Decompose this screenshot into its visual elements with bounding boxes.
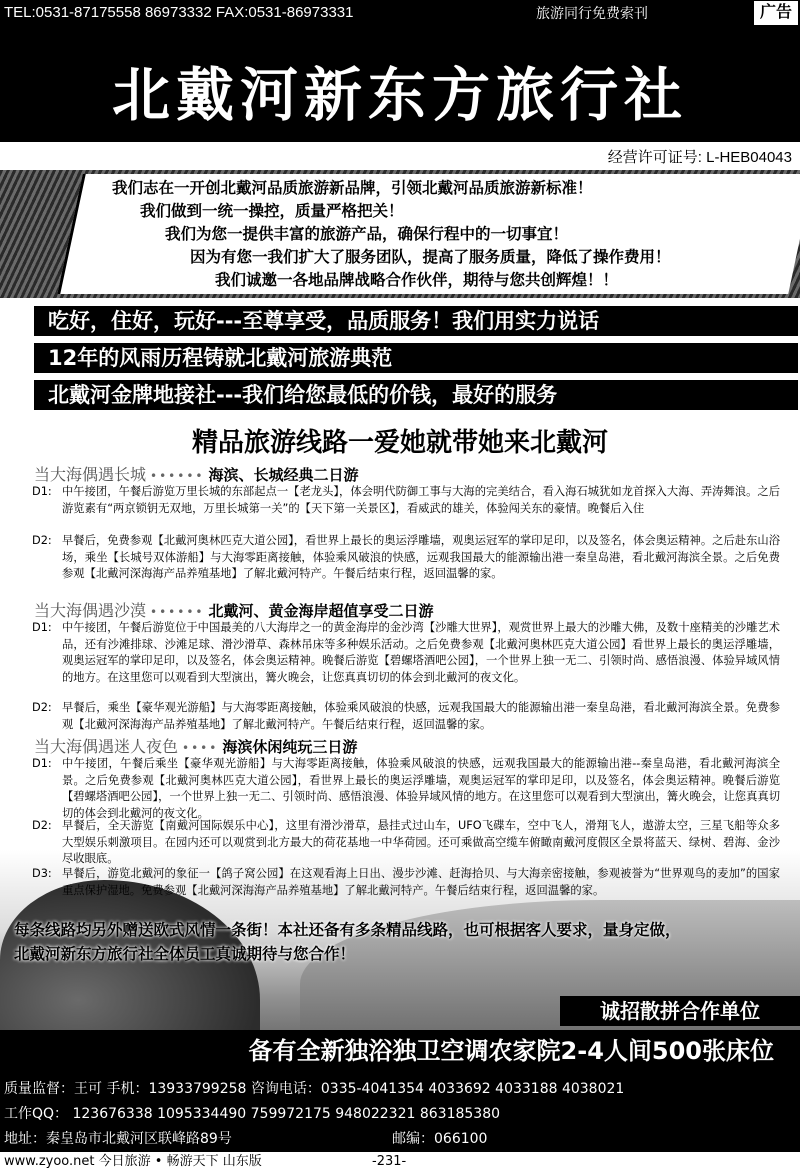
promise-line: 我们为您一提供丰富的旅游产品，确保行程中的一切事宜！ (165, 225, 569, 243)
day-label: D1: (32, 621, 52, 634)
promise-block (0, 170, 800, 298)
banner (0, 26, 800, 142)
itinerary-day (32, 756, 780, 822)
promise-line: 我们志在一开创北戴河品质旅游新品牌，引领北戴河品质旅游新标准！ (112, 179, 593, 197)
footer-note: 北戴河新东方旅行社全体员工真诚期待与您合作！ (14, 945, 356, 963)
itinerary-day (32, 620, 780, 686)
route-heading (34, 598, 434, 621)
ad-tag: 广告 (754, 1, 798, 25)
postcode: 邮编：066100 (392, 1131, 488, 1147)
license-number: 经营许可证号: L-HEB04043 (607, 149, 792, 166)
recruit-banner: 诚招散拼合作单位 (560, 996, 800, 1026)
route-theme: 海滨、长城经典二日游 (208, 466, 359, 484)
route-name: 当大海偶遇长城 (34, 465, 147, 484)
site-line: www.zyoo.net 今日旅游 • 畅游天下 山东版 (4, 1154, 262, 1169)
itinerary-day (32, 533, 780, 583)
itinerary-day (32, 818, 780, 868)
promise-line: 我们诚邀一各地品牌战略合作伙伴，期待与您共创辉煌！！ (215, 271, 619, 289)
day-label: D1: (32, 757, 52, 770)
routes-title: 精品旅游线路一爱她就带她来北戴河 (191, 428, 608, 458)
rooms-banner: 备有全新独浴独卫空调农家院2-4人间500张床位 (0, 1030, 800, 1072)
route-heading (34, 734, 357, 757)
slogan-bar: 吃好，住好，玩好---至尊享受，品质服务！我们用实力说话 (34, 306, 798, 336)
promise-line: 因为有您一我们扩大了服务团队，提高了服务质量，降低了操作费用！ (190, 248, 671, 266)
page-title: 北戴河新东方旅行社 (111, 61, 688, 129)
itinerary-day (32, 484, 780, 517)
route-dots: •••••• (150, 605, 205, 619)
promise-line: 我们做到一统一操控，质量严格把关！ (140, 202, 404, 220)
qq-line: 工作QQ： 123676338 1095334490 759972175 948022321 863185380 (4, 1106, 501, 1122)
address-line: 地址：秦皇岛市北戴河区联峰路89号 (4, 1131, 232, 1147)
day-label: D2: (32, 819, 52, 832)
contact-block (0, 1072, 800, 1152)
day-text: 中午接团，午餐后游览万里长城的东部起点一【老龙头】，体会明代防御工事与大海的完美结合，看入海石城犹如龙首探入大海、弄涛舞浪。之后游览素有“两京锁钥无双地，万里长城第一关”的【天下第一关景区】，看威武的雄关，体验闯关东的豪情。晚餐后入住 (62, 485, 780, 515)
day-label: D3: (32, 867, 52, 880)
slogan-bar: 12年的风雨历程铸就北戴河旅游典范 (34, 343, 798, 373)
route-heading (34, 462, 359, 485)
day-label: D2: (32, 534, 52, 547)
bottom-bar (0, 1152, 800, 1172)
supervision-line: 质量监督：王可 手机：13933799258 咨询电话：0335-4041354 4033692 4033188 4038021 (4, 1081, 625, 1097)
day-text: 早餐后，全天游览【南戴河国际娱乐中心】，这里有滑沙滑草，悬挂式过山车，UFO飞碟车，空中飞人，滑翔飞人，遨游太空，三星飞船等众多大型娱乐刺激项目。在园内还可以观赏到北方最大的荷花基地一中华荷园。还可乘做高空缆车俯瞰南戴河度假区全景将蓝天、绿树、碧海、金沙尽收眼底。 (62, 819, 780, 866)
header-contact: TEL:0531-87175558 86973332 FAX:0531-86973331 (4, 4, 354, 21)
day-label: D1: (32, 485, 52, 498)
route-dots: •••••• (150, 469, 205, 483)
itinerary-day (32, 866, 780, 899)
itinerary-day (32, 700, 780, 733)
route-theme: 北戴河、黄金海岸超值享受二日游 (208, 602, 434, 620)
footer-note: 每条线路均另外赠送欧式风情一条街！本社还备有多条精品线路，也可根据客人要求，量身定做， (14, 921, 681, 939)
route-theme: 海滨休闲纯玩三日游 (222, 738, 358, 756)
day-text: 中午接团，午餐后乘坐【豪华观光游船】与大海零距离接触，体验乘风破浪的快感，远观我国最大的能源输出港--秦皇岛港，看北戴河海滨全景。之后免费参观【北戴河奥林匹克大道公园】，看世界上最长的奥运浮雕墙，观奥运冠军的掌印足印，以及签名，体会奥运精神。晚餐后游览【碧螺塔酒吧公园】，一个世界上独一无二、引领时尚、感悟浪漫、体验异域风情的地方。在这里您可以观看到大型演出，篝火晚会，让您真真切切的体会到北戴河的夜文化。 (62, 757, 780, 820)
page-number: -231- (372, 1154, 407, 1169)
day-text: 中午接团，午餐后游览位于中国最美的八大海岸之一的黄金海岸的金沙湾【沙雕大世界】，观赏世界上最大的沙雕大佛，及数十座精美的沙雕艺术品，还有沙滩排球、沙滩足球、滑沙滑草、森林吊床等多种娱乐活动。之后免费参观【北戴河奥林匹克大道公园】看世界上最长的奥运浮雕墙，观奥运冠军的掌印足印，以及签名，体会奥运精神。晚餐后游览【碧螺塔酒吧公园】，一个世界上独一无二、引领时尚、感悟浪漫、体验异域风情的地方。在这里您可以观看到大型演出，篝火晚会，让您真真切切的体会到北戴河的夜文化。 (62, 621, 780, 684)
slogan-bar: 北戴河金牌地接社---我们给您最低的价钱，最好的服务 (34, 380, 798, 410)
day-text: 早餐后，游览北戴河的象征一【鸽子窝公园】在这观看海上日出、漫步沙滩、赶海拾贝、与大海亲密接触，参观被誉为“世界观鸟的麦加”的国家重点保护湿地。免费参观【北戴河深海海产品养殖基地】了解北戴河特产。午餐后结束行程，返回温馨的家。 (62, 867, 780, 897)
day-label: D2: (32, 701, 52, 714)
day-text: 早餐后，免费参观【北戴河奥林匹克大道公园】，看世界上最长的奥运浮雕墙，观奥运冠军的掌印足印，以及签名，体会奥运精神。之后赴东山浴场，乘坐【长城号双体游船】与大海零距离接触，体验乘风破浪的快感，远观我国最大的能源输出港一秦皇岛港，看北戴河海滨全景。之后免费参观【北戴河深海海产品养殖基地】了解北戴河特产。午餐后结束行程，返回温馨的家。 (62, 534, 780, 581)
top-bar (0, 0, 800, 26)
route-name: 当大海偶遇迷人夜色 (34, 737, 179, 756)
route-dots: •••• (182, 741, 219, 755)
header-slogan: 旅游同行免费索刊 (536, 5, 648, 21)
route-name: 当大海偶遇沙漠 (34, 601, 147, 620)
day-text: 早餐后，乘坐【豪华观光游船】与大海零距离接触，体验乘风破浪的快感，远观我国最大的能源输出港一秦皇岛港，看北戴河海滨全景。免费参观【北戴河深海海产品养殖基地】了解北戴河特产。午餐后结束行程，返回温馨的家。 (62, 701, 780, 731)
